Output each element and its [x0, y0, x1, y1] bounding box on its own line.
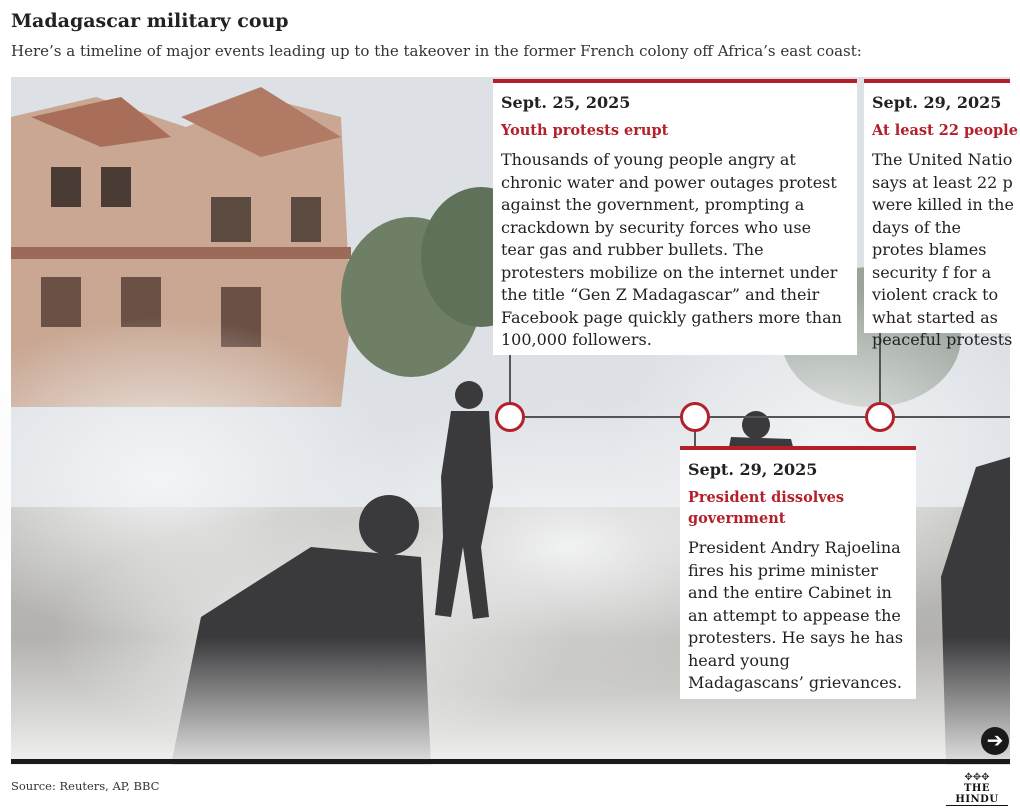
event-body: Thousands of young people angry at chronic water and power outages protest against the government, prompting a crackdown by security forces who use tear gas and rubber bullets. The protesters mobilize on the internet under the title “Gen Z Madagascar” and their Facebook page quickly gathers more than 100,000 followers. — [501, 150, 842, 349]
event-body: President Andry Rajoelina fires his prime minister and the entire Cabinet in an attempt to appease the protesters. He says he has heard young Madagascans’ grievances. — [688, 538, 904, 692]
timeline-node-2[interactable] — [680, 402, 710, 432]
emblem-icon: ✥✥✥ — [964, 772, 990, 783]
event-date: Sept. 29, 2025 — [872, 93, 1002, 112]
page-subtitle: Here’s a timeline of major events leading up to the takeover in the former French colony off Africa’s east coast: — [11, 42, 862, 60]
timeline-scene[interactable] — [11, 77, 1018, 765]
event-headline: At least 22 people — [872, 122, 1018, 139]
event-card-1 — [493, 79, 857, 355]
event-body: The United Natio says at least 22 p were killed in the days of the protes blames security f for a violent crack to what started as peaceful protests — [872, 150, 1014, 349]
brand-name: THE HINDU — [946, 783, 1008, 806]
timeline-node-3[interactable] — [865, 402, 895, 432]
page-title: Madagascar military coup — [11, 10, 289, 32]
timeline-node-1[interactable] — [495, 402, 525, 432]
brand-logo — [946, 772, 1008, 806]
event-headline: President dissolves government — [688, 489, 845, 527]
event-card-2 — [680, 446, 916, 699]
next-arrow-icon[interactable]: ➔ — [981, 727, 1009, 755]
source-note: Source: Reuters, AP, BBC — [11, 779, 160, 793]
scroll-track — [11, 759, 1010, 764]
timeline-line — [507, 416, 1010, 418]
event-date: Sept. 25, 2025 — [501, 93, 631, 112]
event-date: Sept. 29, 2025 — [688, 460, 818, 479]
event-headline: Youth protests erupt — [501, 122, 669, 139]
event-card-3 — [864, 79, 1018, 349]
